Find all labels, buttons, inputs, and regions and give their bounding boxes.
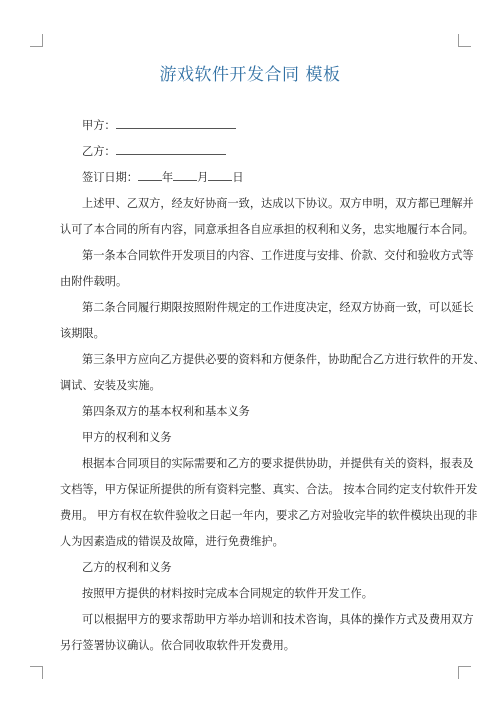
party-a-blank[interactable] — [116, 118, 236, 129]
paragraph-line: 人为因素造成的错误及故障，进行免费维护。 — [60, 535, 284, 548]
paragraph-line: 按照甲方提供的材料按时完成本合同规定的软件开发工作。 — [82, 587, 373, 600]
contract-paragraph — [60, 451, 478, 555]
paragraph-line: 第四条双方的基本权利和基本义务 — [82, 405, 250, 418]
sign-month-unit: 月 — [197, 171, 209, 184]
sign-day-blank[interactable] — [208, 170, 232, 181]
contract-paragraphs — [60, 191, 485, 659]
sign-year-blank[interactable] — [138, 170, 162, 181]
sign-day-unit: 日 — [232, 171, 244, 184]
contract-paragraph — [60, 295, 474, 347]
crop-mark-bottom-left — [30, 666, 43, 679]
contract-paragraph — [60, 555, 443, 581]
contract-paragraph — [60, 191, 474, 243]
document-title: 游戏软件开发合同 模板 — [159, 65, 341, 85]
crop-mark-top-right — [458, 34, 471, 47]
paragraph-line: 第一条本合同软件开发项目的内容、工作进度与安排、价款、交付和验收方式等 — [82, 249, 474, 262]
party-b-blank[interactable] — [116, 144, 226, 155]
paragraph-line: 上述甲、乙双方，经友好协商一致，达成以下协议。双方申明，双方都已理解并 — [82, 197, 474, 210]
sign-month-blank[interactable] — [173, 170, 197, 181]
party-b-label: 乙方： — [82, 145, 116, 158]
crop-mark-top-left — [30, 34, 43, 47]
party-a-field — [60, 113, 443, 139]
paragraph-line: 可以根据甲方的要求帮助甲方举办培训和技术咨询，具体的操作方式及费用双方 — [82, 613, 474, 626]
paragraph-line: 该期限。 — [60, 327, 105, 340]
contract-paragraph — [60, 347, 485, 399]
paragraph-line: 根据本合同项目的实际需要和乙方的要求提供协助，并提供有关的资料，报表及 — [82, 457, 474, 470]
sign-year-unit: 年 — [161, 171, 174, 184]
contract-paragraph — [60, 607, 474, 659]
paragraph-line: 第三条甲方应向乙方提供必要的资料和方便条件，协助配合乙方进行软件的开发、 — [82, 353, 485, 366]
paragraph-line: 由附件载明。 — [60, 275, 128, 288]
paragraph-line: 文档等，甲方保证所提供的所有资料完整、真实、合法。 按本合同约定支付软件开发 — [60, 483, 478, 496]
paragraph-line: 甲方的权利和义务 — [82, 431, 172, 444]
contract-paragraph — [60, 425, 443, 451]
contract-paragraph — [60, 243, 474, 295]
paragraph-line: 认可了本合同的所有内容，同意承担各自应承担的权利和义务，忠实地履行本合同。 — [60, 223, 474, 236]
party-a-label: 甲方： — [82, 119, 116, 132]
party-b-field — [60, 139, 443, 165]
contract-paragraph — [60, 399, 443, 425]
paragraph-line: 另行签署协议确认。依合同收取软件开发费用。 — [60, 639, 295, 652]
contract-paragraph — [60, 581, 443, 607]
document-body — [60, 113, 485, 659]
sign-date-label: 签订日期： — [82, 171, 138, 184]
paragraph-line: 乙方的权利和义务 — [82, 561, 172, 574]
paragraph-line: 第二条合同履行期限按照附件规定的工作进度决定，经双方协商一致，可以延长 — [82, 301, 474, 314]
paragraph-line: 调试、安装及实施。 — [60, 379, 161, 392]
paragraph-line: 费用。 甲方有权在软件验收之日起一年内，要求乙方对验收完毕的软件模块出现的非 — [60, 509, 478, 522]
sign-date-field — [60, 165, 443, 191]
crop-mark-bottom-right — [458, 666, 471, 679]
